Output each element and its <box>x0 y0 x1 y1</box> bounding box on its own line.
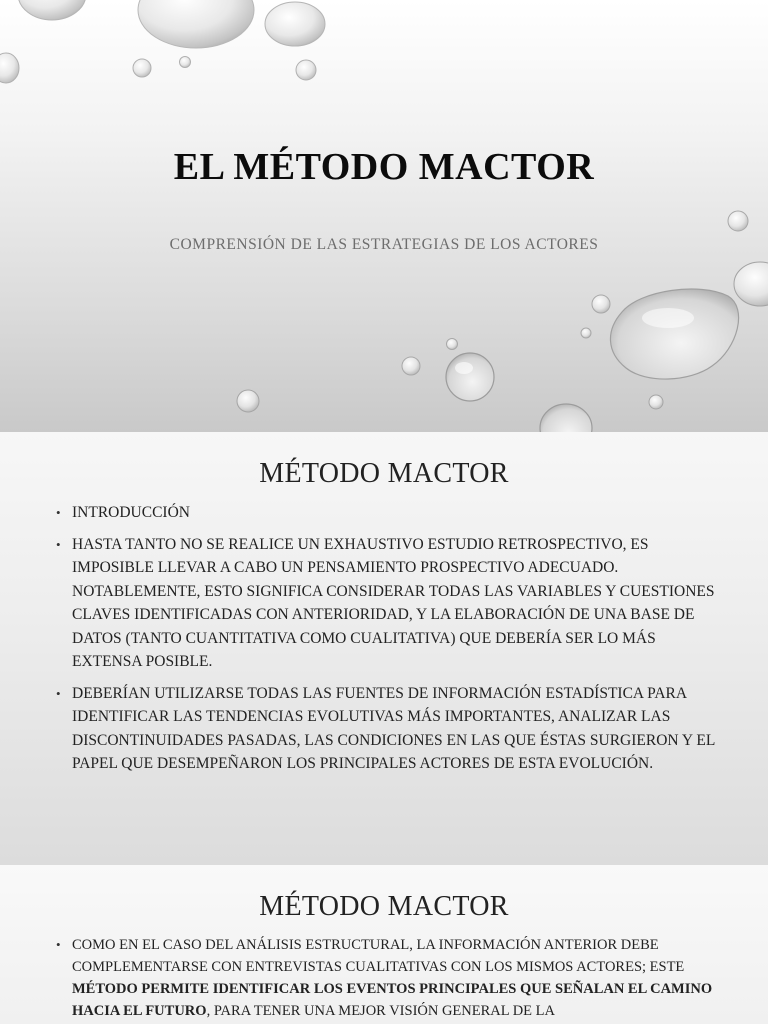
water-drop <box>133 59 151 77</box>
water-drop <box>649 395 663 409</box>
slide-heading: MÉTODO MACTOR <box>259 458 509 489</box>
water-drop <box>18 0 86 20</box>
water-drop <box>402 357 420 375</box>
water-drop <box>296 60 316 80</box>
water-drop <box>734 262 768 306</box>
water-drop-highlight <box>455 362 473 374</box>
bullet-text-bold: MÉTODO PERMITE IDENTIFICAR LOS EVENTOS PRINCIPALES QUE SEÑALAN EL CAMINO HACIA EL FUTURO <box>72 981 713 1019</box>
water-drop <box>540 404 592 432</box>
water-drop <box>447 339 458 350</box>
bullet-dot-icon: • <box>56 685 61 701</box>
bullet-dot-icon: • <box>56 536 61 552</box>
bullet-list <box>56 934 716 1024</box>
bullet-text: COMO EN EL CASO DEL ANÁLISIS ESTRUCTURAL, LA INFORMACIÓN ANTERIOR DEBE COMPLEMENTARSE CON ENTREVISTAS CUALITATIVAS CON LOS MISMOS ACTORES; ESTE <box>72 937 685 975</box>
water-drops-decoration <box>0 0 768 432</box>
content-slide-1 <box>0 432 768 865</box>
bullet-item <box>56 501 716 525</box>
water-drop <box>446 353 494 401</box>
water-drop <box>610 289 738 379</box>
slide-heading: MÉTODO MACTOR <box>259 891 509 922</box>
bullet-text: HASTA TANTO NO SE REALICE UN EXHAUSTIVO ESTUDIO RETROSPECTIVO, ES IMPOSIBLE LLEVAR A CABO UN PENSAMIENTO PROSPECTIVO ADECUADO. NOTABLEMENTE, ESTO SIGNIFICA CONSIDERAR TODAS LAS VARIABLES Y CUESTIONES CLAVES IDENTIFICADAS CON ANTERIORIDAD, Y LA ELABORACIÓN DE UNA BASE DE DATOS (TANTO CUANTITATIVA COMO CUALITATIVA) QUE DEBERÍA SER LO MÁS EXTENSA POSIBLE. <box>72 535 715 670</box>
water-drop <box>180 57 191 68</box>
slide-subtitle: COMPRENSIÓN DE LAS ESTRATEGIAS DE LOS ACTORES <box>169 236 599 253</box>
bullet-text: DEBERÍAN UTILIZARSE TODAS LAS FUENTES DE INFORMACIÓN ESTADÍSTICA PARA IDENTIFICAR LAS TENDENCIAS EVOLUTIVAS MÁS IMPORTANTES, ANALIZAR LAS DISCONTINUIDADES PASADAS, LAS CONDICIONES EN LAS QUE ÉSTAS SURGIERON Y EL PAPEL QUE DESEMPEÑARON LOS PRINCIPALES ACTORES DE ESTA EVOLUCIÓN. <box>72 684 715 772</box>
content-slide-2 <box>0 865 768 1024</box>
water-drop <box>237 390 259 412</box>
water-drop <box>728 211 748 231</box>
bullet-text: INTRODUCCIÓN <box>72 504 190 521</box>
title-slide <box>0 0 768 432</box>
bullet-dot-icon: • <box>56 937 61 952</box>
bullet-item <box>56 682 716 776</box>
water-drop <box>265 2 325 46</box>
bullet-item <box>56 533 716 674</box>
water-drop <box>581 328 591 338</box>
water-drop <box>592 295 610 313</box>
bullet-text: , PARA TENER UNA MEJOR VISIÓN GENERAL DE LA <box>206 1003 555 1019</box>
slide-title: EL MÉTODO MACTOR <box>173 146 595 188</box>
water-drop <box>138 0 254 48</box>
water-drop <box>0 53 19 83</box>
water-drop-highlight <box>642 308 694 328</box>
bullet-dot-icon: • <box>56 505 61 520</box>
bullet-list <box>56 501 716 784</box>
bullet-item <box>56 934 716 1022</box>
